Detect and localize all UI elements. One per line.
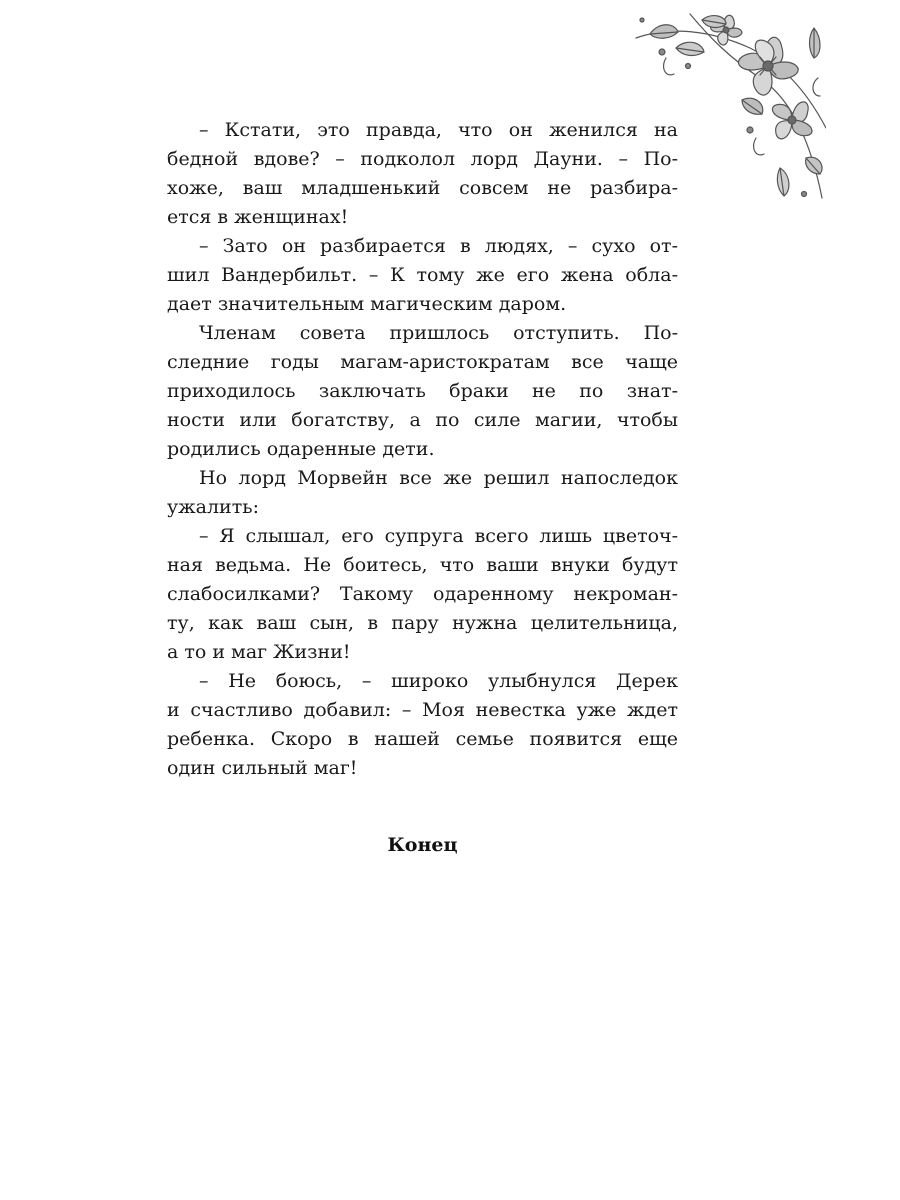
- the-end-heading: Конец: [387, 834, 458, 856]
- text-line: один сильный маг!: [167, 757, 358, 779]
- text-line: Членам совета пришлось отступить. По-: [199, 322, 678, 344]
- text-line: и счастливо добавил: – Моя невестка уже ждет: [167, 699, 678, 721]
- text-line: шил Вандербильт. – К тому же его жена обла-: [167, 264, 678, 286]
- text-line: – Зато он разбирается в людях, – сухо от-: [199, 235, 678, 257]
- text-line: ребенка. Скоро в нашей семье появится еще: [167, 728, 678, 750]
- text-line: следние годы магам-аристократам все чаще: [167, 351, 678, 373]
- text-line: ту, как ваш сын, в пару нужна целительница,: [167, 612, 678, 634]
- text-line: Но лорд Морвейн все же решил напоследок: [199, 467, 678, 489]
- text-line: ности или богатству, а по силе магии, чтобы: [167, 409, 678, 431]
- text-line: а то и маг Жизни!: [167, 641, 351, 663]
- text-line: – Кстати, это правда, что он женился на: [199, 119, 678, 141]
- text-line: приходилось заключать браки не по знат-: [167, 380, 678, 402]
- text-line: хоже, ваш младшенький совсем не разбира-: [167, 177, 678, 199]
- text-line: дает значительным магическим даром.: [167, 293, 567, 315]
- text-line: бедной вдове? – подколол лорд Дауни. – По-: [167, 148, 678, 170]
- chapter-text: [167, 116, 678, 783]
- text-line: слабосилками? Такому одаренному некроман-: [167, 583, 678, 605]
- text-line: ется в женщинах!: [167, 206, 349, 228]
- text-line: ная ведьма. Не боитесь, что ваши внуки будут: [167, 554, 678, 576]
- text-line: – Не боюсь, – широко улыбнулся Дерек: [199, 670, 678, 692]
- text-line: – Я слышал, его супруга всего лишь цветоч-: [199, 525, 678, 547]
- text-line: ужалить:: [167, 496, 259, 518]
- text-line: родились одаренные дети.: [167, 438, 435, 460]
